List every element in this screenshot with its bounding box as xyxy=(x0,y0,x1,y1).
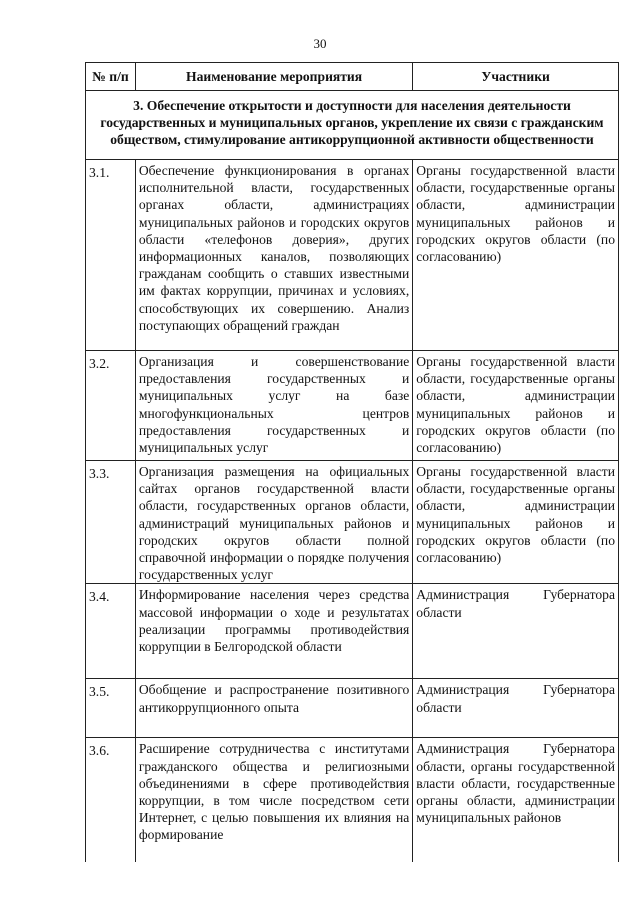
section-title: 3. Обеспечение открытости и доступности для населения деятельности государственных и муниципальных органов, укрепление их связи с гражданским обществом, стимулирование антикоррупционной активности общественности xyxy=(86,91,619,160)
participants: Органы государственной власти области, государственные органы области, администрации муниципальных районов и городских округов области (по согласованию) xyxy=(413,461,619,584)
participants: Администрация Губернатора области xyxy=(413,679,619,738)
measure-name: Обеспечение функционирования в органах исполнительной власти, государственных органах области, администрациях муниципальных районов и городских округов области «телефонов доверия», других информационных каналов, позволяющих гражданам сообщить о ставших известными им фактах коррупции, причинах и условиях, способствующих их совершению. Анализ поступающих обращений граждан xyxy=(135,160,412,351)
participants: Органы государственной власти области, государственные органы области, администрации муниципальных районов и городских округов области (по согласованию) xyxy=(413,160,619,351)
measure-name: Обобщение и распространение позитивного антикоррупционного опыта xyxy=(135,679,412,738)
row-number: 3.6. xyxy=(86,738,136,863)
measure-name: Организация размещения на официальных сайтах органов государственной власти области, государственных органов области, администраций муниципальных районов и городских округов области полной справочной информации о порядке получения государственных услуг xyxy=(135,461,412,584)
measure-name: Расширение сотрудничества с институтами гражданского общества и религиозными объединениями в сфере противодействия коррупции, в том числе посредством сети Интернет, с целью повышения их влияния на формирование xyxy=(135,738,412,863)
page-number: 30 xyxy=(313,36,327,51)
table-row xyxy=(86,584,619,679)
row-number: 3.5. xyxy=(86,679,136,738)
participants: Администрация Губернатора области xyxy=(413,584,619,679)
measures-table xyxy=(85,62,619,862)
row-number: 3.2. xyxy=(86,351,136,461)
table-header-row xyxy=(86,63,619,91)
table-row xyxy=(86,160,619,351)
table-row xyxy=(86,679,619,738)
measure-name: Организация и совершенствование предоставления государственных и муниципальных услуг на базе многофункциональных центров предоставления государственных и муниципальных услуг xyxy=(135,351,412,461)
table-row xyxy=(86,351,619,461)
row-number: 3.3. xyxy=(86,461,136,584)
row-number: 3.4. xyxy=(86,584,136,679)
measure-name: Информирование населения через средства массовой информации о ходе и результатах реализации программы противодействия коррупции в Белгородской области xyxy=(135,584,412,679)
section-row xyxy=(86,91,619,160)
table-row xyxy=(86,461,619,584)
participants: Администрация Губернатора области, органы государственной власти области, государственные органы области, администрации муниципальных районов xyxy=(413,738,619,863)
header-participants: Участники xyxy=(413,63,619,91)
header-measure-name: Наименование мероприятия xyxy=(135,63,412,91)
row-number: 3.1. xyxy=(86,160,136,351)
header-number: № п/п xyxy=(86,63,136,91)
participants: Органы государственной власти области, государственные органы области, администрации муниципальных районов и городских округов области (по согласованию) xyxy=(413,351,619,461)
table-row xyxy=(86,738,619,863)
